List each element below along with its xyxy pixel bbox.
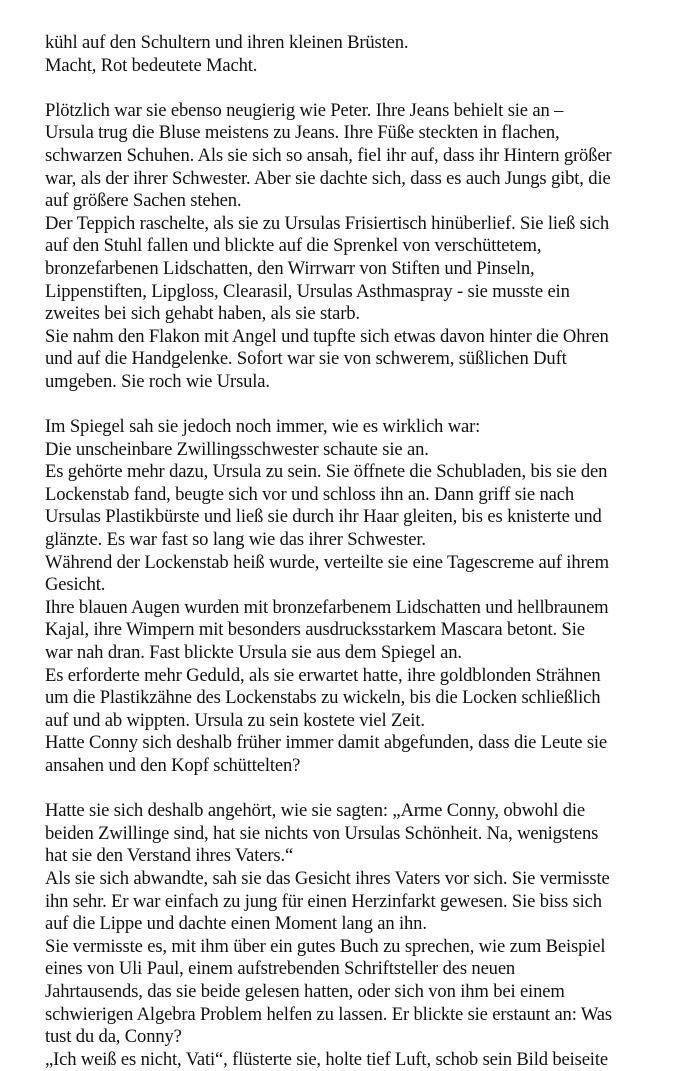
text-line: Ursula trug die Bluse meistens zu Jeans. Ihre Füße steckten in flachen,: [45, 122, 560, 144]
text-line: Der Teppich raschelte, als sie zu Ursulas Frisiertisch hinüberlief. Sie ließ sich: [45, 212, 610, 234]
text-line: kühl auf den Schultern und ihren kleinen Brüsten.: [45, 32, 409, 53]
text-line: Es gehörte mehr dazu, Ursula zu sein. Sie öffnete die Schubladen, bis sie den: [45, 461, 608, 483]
text-line: Ihre blauen Augen wurden mit bronzefarbenem Lidschatten und hellbraunem: [45, 596, 609, 618]
text-line: Plötzlich war sie ebenso neugierig wie Peter. Ihre Jeans behielt sie an –: [45, 99, 564, 121]
text-line: und auf die Handgelenke. Sofort war sie von schwerem, süßlichen Duft: [45, 348, 567, 370]
text-line: Im Spiegel sah sie jedoch noch immer, wie es wirklich war:: [45, 416, 481, 438]
text-line: Die unscheinbare Zwillingsschwester schaute sie an.: [45, 438, 429, 460]
text-line: zweites bei sich gehabt haben, als sie starb.: [45, 303, 360, 325]
text-line: beiden Zwillinge sind, hat sie nichts von Ursulas Schönheit. Na, wenigstens: [45, 822, 599, 844]
text-line: bronzefarbenen Lidschatten, den Wirrwarr von Stiften und Pinseln,: [45, 257, 535, 279]
text-line: war nah dran. Fast blickte Ursula sie aus dem Spiegel an.: [45, 642, 462, 664]
text-line: tust du da, Conny?: [45, 1026, 182, 1048]
text-line: auf den Stuhl fallen und blickte auf die Sprenkel von verschüttetem,: [45, 235, 542, 257]
paragraph-break: [45, 77, 685, 100]
text-line: „Ich weiß es nicht, Vati“, flüsterte sie, holte tief Luft, schob sein Bild beiseite: [45, 1048, 608, 1070]
text-line: Sie nahm den Flakon mit Angel und tupfte sich etwas davon hinter die Ohren: [45, 325, 609, 347]
text-line: ansahen und den Kopf schüttelten?: [45, 755, 301, 776]
text-line: schwarzen Schuhen. Als sie sich so ansah, fiel ihr auf, dass ihr Hintern größer: [45, 144, 612, 166]
text-line: Gesicht.: [45, 574, 106, 596]
text-line: Macht, Rot bedeutete Macht.: [45, 54, 258, 76]
text-line: um die Plastikzähne des Lockenstabs zu wickeln, bis die Locken schließlich: [45, 687, 601, 709]
text-line: Als sie sich abwandte, sah sie das Gesicht ihres Vaters vor sich. Sie vermisste: [45, 867, 610, 889]
text-line: Jahrtausends, das sie beide gelesen hatten, oder sich von ihm bei einem: [45, 980, 565, 1002]
text-line: umgeben. Sie roch wie Ursula.: [45, 370, 270, 392]
text-line: Lippenstiften, Lipgloss, Clearasil, Ursulas Asthmaspray - sie musste ein: [45, 280, 570, 302]
text-line: glänzte. Es war fast so lang wie das ihrer Schwester.: [45, 529, 426, 551]
text-line: schwierigen Algebra Problem helfen zu lassen. Er blickte sie erstaunt an: Was: [45, 1003, 612, 1025]
text-line: Sie vermisste es, mit ihm über ein gutes Buch zu sprechen, wie zum Beispiel: [45, 935, 606, 957]
paragraph-break: [45, 394, 685, 417]
text-line: Hatte sie sich deshalb angehört, wie sie sagten: „Arme Conny, obwohl die: [45, 800, 585, 822]
text-line: eines von Uli Paul, einem aufstrebenden Schriftsteller des neuen: [45, 958, 516, 980]
text-line: war, als der ihrer Schwester. Aber sie dachte sich, dass es auch Jungs gibt, die: [45, 167, 611, 189]
text-line: Ursulas Plastikbürste und ließ sie durch ihr Haar gleiten, bis es knisterte und: [45, 506, 602, 528]
paragraph-break: [45, 778, 685, 801]
text-line: ihn sehr. Er war einfach zu jung für einen Herzinfarkt gewesen. Sie biss sich: [45, 890, 602, 912]
text-line: Hatte Conny sich deshalb früher immer damit abgefunden, dass die Leute sie: [45, 732, 608, 754]
text-line: Während der Lockenstab heiß wurde, verteilte sie eine Tagescreme auf ihrem: [45, 551, 609, 573]
text-line: Lockenstab fand, beugte sich vor und schloss ihn an. Dann griff sie nach: [45, 483, 574, 505]
text-line: auf und ab wippten. Ursula zu sein kostete viel Zeit.: [45, 709, 425, 731]
document-page: [45, 32, 685, 1071]
text-line: auf größere Sachen stehen.: [45, 190, 242, 212]
text-line: Kajal, ihre Wimpern mit besonders ausdrucksstarkem Mascara betont. Sie: [45, 619, 585, 641]
text-line: Es erforderte mehr Geduld, als sie erwartet hatte, ihre goldblonden Strähnen: [45, 664, 601, 686]
text-line: hat sie den Verstand ihres Vaters.“: [45, 845, 294, 867]
text-line: auf die Lippe und dachte einen Moment lang an ihn.: [45, 913, 427, 935]
